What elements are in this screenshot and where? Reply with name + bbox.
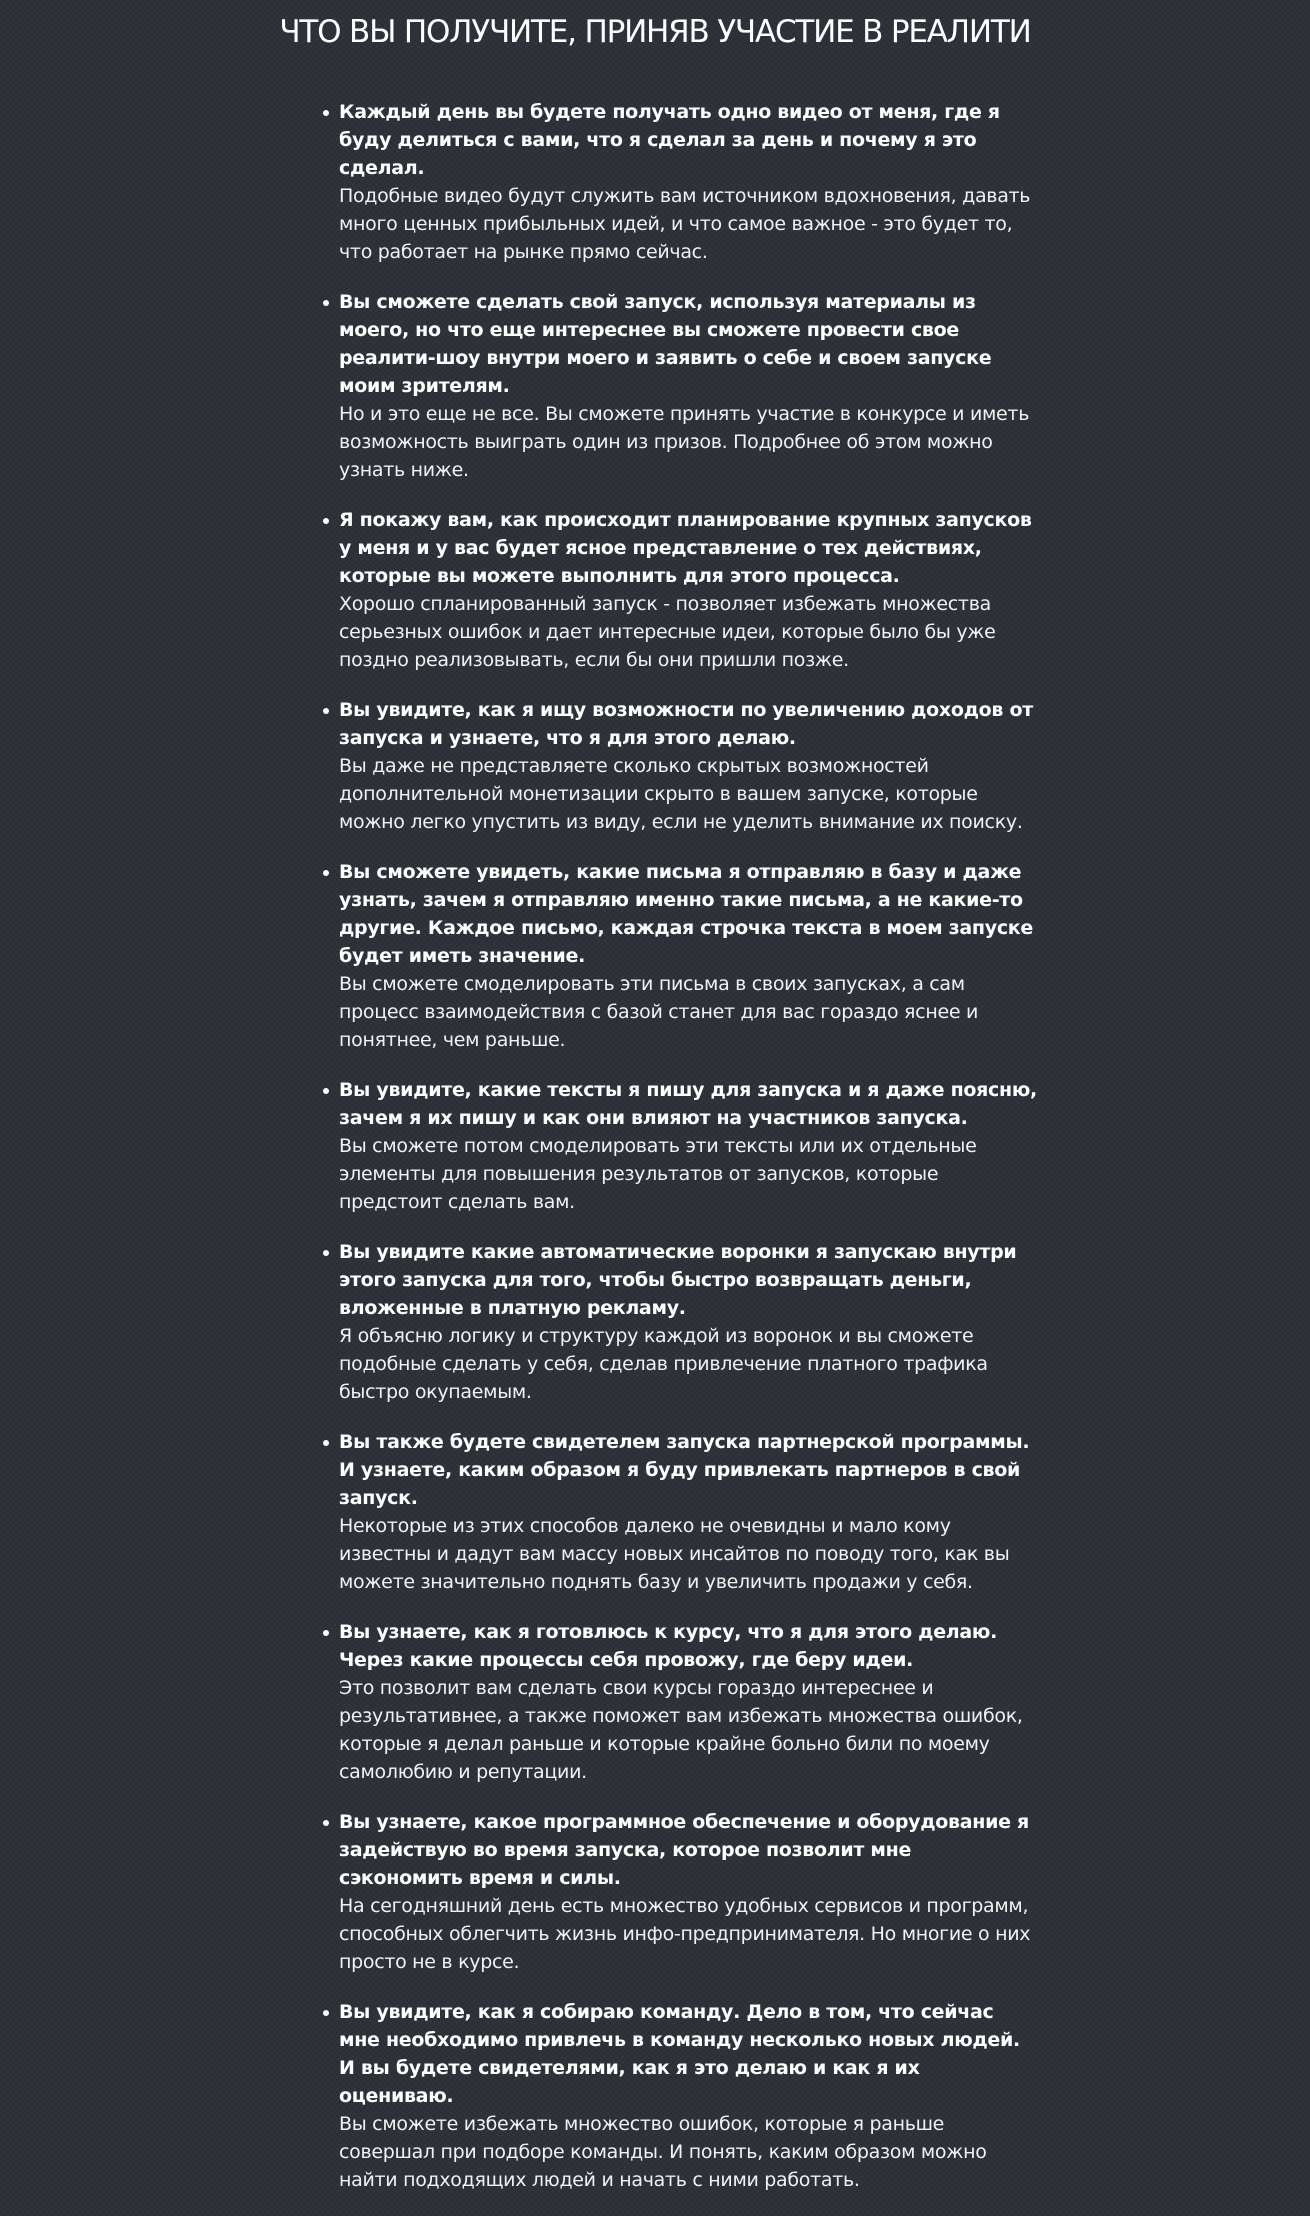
list-item [339, 858, 1039, 1054]
list-item [339, 1238, 1039, 1406]
list-item [339, 1618, 1039, 1786]
list-item [339, 1076, 1039, 1216]
item-lead: Вы также будете свидетелем запуска партнерской программы. И узнаете, каким образом я буду привлекать партнеров в свой запуск. [339, 1431, 1030, 1509]
list-item [339, 1998, 1039, 2194]
item-lead: Вы увидите, какие тексты я пишу для запуска и я даже поясню, зачем я их пишу и как они влияют на участников запуска. [339, 1079, 1037, 1129]
item-description: Подобные видео будут служить вам источником вдохновения, давать много ценных прибыльных идей, и что самое важное - это будет то, что работает на рынке прямо сейчас. [339, 185, 1031, 263]
item-lead: Вы узнаете, какое программное обеспечение и оборудование я задействую во время запуска, которое позволит мне сэкономить время и силы. [339, 1811, 1029, 1889]
benefits-list [339, 98, 1039, 2216]
list-item [339, 1428, 1039, 1596]
list-item [339, 98, 1039, 266]
item-description: Вы даже не представляете сколько скрытых возможностей дополнительной монетизации скрыто в вашем запуске, которые можно легко упустить из виду, если не уделить внимание их поиску. [339, 755, 1023, 833]
item-lead: Вы сможете сделать свой запуск, используя материалы из моего, но что еще интереснее вы сможете провести свое реалити-шоу внутри моего и заявить о себе и своем запуске моим зрителям. [339, 291, 992, 397]
item-lead: Каждый день вы будете получать одно видео от меня, где я буду делиться с вами, что я сделал за день и почему я это сделал. [339, 101, 1000, 179]
list-item [339, 506, 1039, 674]
item-description: Хорошо спланированный запуск - позволяет избежать множества серьезных ошибок и дает интересные идеи, которые было бы уже поздно реализовывать, если бы они пришли позже. [339, 593, 996, 671]
list-item [339, 1808, 1039, 1976]
item-description: Некоторые из этих способов далеко не очевидны и мало кому известны и дадут вам массу новых инсайтов по поводу того, как вы можете значительно поднять базу и увеличить продажи у себя. [339, 1515, 1010, 1593]
page-title: ЧТО ВЫ ПОЛУЧИТЕ, ПРИНЯВ УЧАСТИЕ В РЕАЛИТИ [279, 14, 1031, 50]
item-lead: Вы узнаете, как я готовлюсь к курсу, что я для этого делаю. Через какие процессы себя провожу, где беру идеи. [339, 1621, 998, 1671]
item-description: На сегодняшний день есть множество удобных сервисов и программ, способных облегчить жизнь инфо-предпринимателя. Но многие о них просто не в курсе. [339, 1895, 1031, 1973]
item-description: Вы сможете потом смоделировать эти тексты или их отдельные элементы для повышения результатов от запусков, которые предстоит сделать вам. [339, 1135, 977, 1213]
list-item [339, 696, 1039, 836]
item-description: Вы сможете избежать множество ошибок, которые я раньше совершал при подборе команды. И понять, каким образом можно найти подходящих людей и начать с ними работать. [339, 2113, 987, 2191]
item-lead: Вы увидите, как я ищу возможности по увеличению доходов от запуска и узнаете, что я для этого делаю. [339, 699, 1033, 749]
item-description: Но и это еще не все. Вы сможете принять участие в конкурсе и иметь возможность выиграть один из призов. Подробнее об этом можно узнать ниже. [339, 403, 1030, 481]
item-description: Я объясню логику и структуру каждой из воронок и вы сможете подобные сделать у себя, сделав привлечение платного трафика быстро окупаемым. [339, 1325, 988, 1403]
item-description: Вы сможете смоделировать эти письма в своих запусках, а сам процесс взаимодействия с базой станет для вас гораздо яснее и понятнее, чем раньше. [339, 973, 979, 1051]
item-lead: Вы сможете увидеть, какие письма я отправляю в базу и даже узнать, зачем я отправляю именно такие письма, а не какие-то другие. Каждое письмо, каждая строчка текста в моем запуске будет иметь значение. [339, 861, 1033, 967]
list-item [339, 288, 1039, 484]
item-lead: Вы увидите какие автоматические воронки я запускаю внутри этого запуска для того, чтобы быстро возвращать деньги, вложенные в платную рекламу. [339, 1241, 1017, 1319]
item-description: Это позволит вам сделать свои курсы гораздо интереснее и результативнее, а также поможет вам избежать множества ошибок, которые я делал раньше и которые крайне больно били по моему самолюбию и репутации. [339, 1677, 1023, 1783]
item-lead: Вы увидите, как я собираю команду. Дело в том, что сейчас мне необходимо привлечь в команду несколько новых людей. И вы будете свидетелями, как я это делаю и как я их оцениваю. [339, 2001, 1020, 2107]
item-lead: Я покажу вам, как происходит планирование крупных запусков у меня и у вас будет ясное представление о тех действиях, которые вы можете выполнить для этого процесса. [339, 509, 1032, 587]
